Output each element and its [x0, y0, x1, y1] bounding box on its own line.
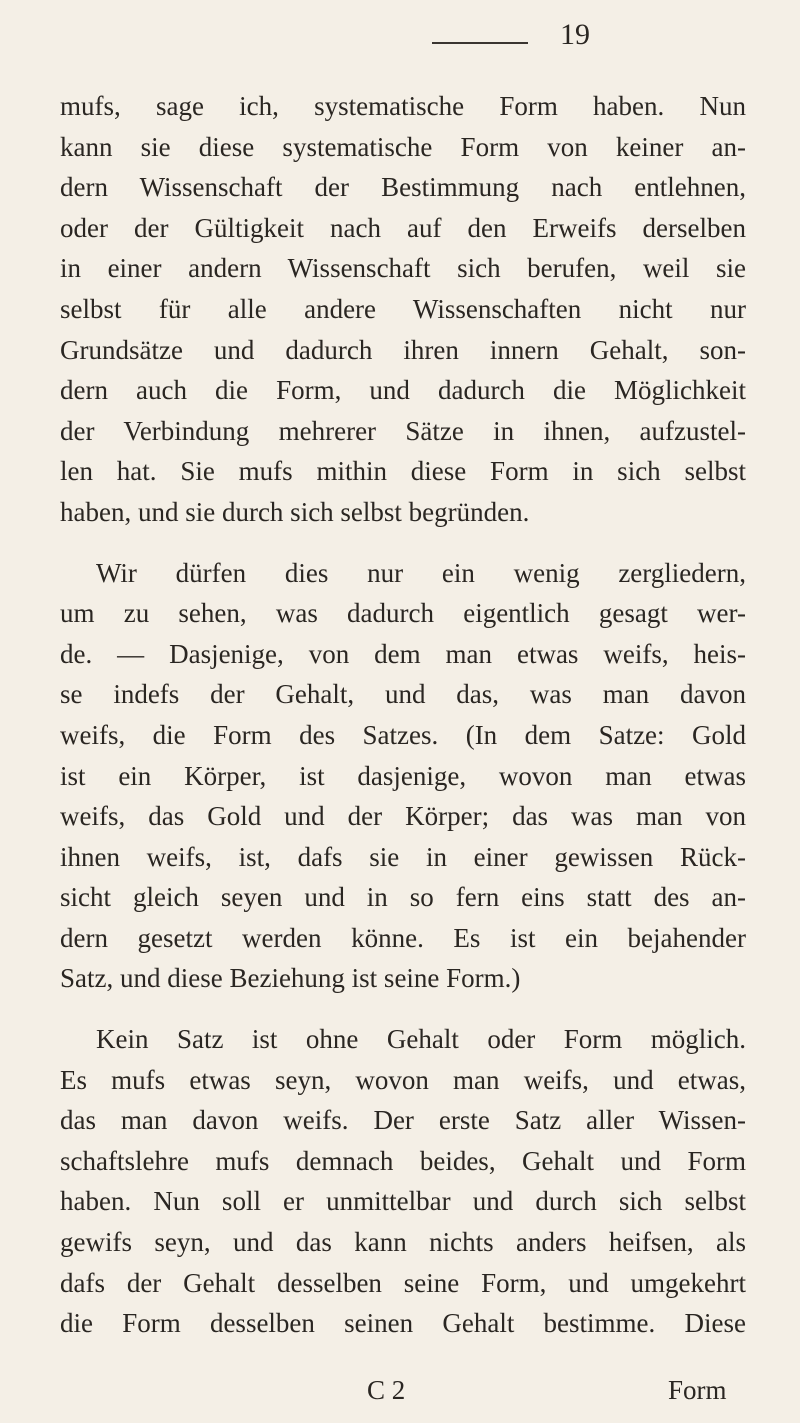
text-line: Grundsätze und dadurch ihren innern Gehalt, son-	[60, 334, 746, 365]
paragraph-gap	[60, 999, 746, 1019]
text-line: die Form desselben seinen Gehalt bestimme. Diese	[60, 1308, 746, 1339]
text-line: weifs, die Form des Satzes. (In dem Satze: Gold	[60, 719, 746, 750]
text-line: haben, und sie durch sich selbst begründen.	[60, 496, 530, 527]
text-line: sicht gleich seyen und in so fern eins statt des an-	[60, 882, 746, 913]
text-line: ist ein Körper, ist dasjenige, wovon man etwas	[60, 760, 746, 791]
text-line: Kein Satz ist ohne Gehalt oder Form möglich.	[96, 1024, 746, 1055]
text-line: weifs, das Gold und der Körper; das was man von	[60, 801, 746, 832]
text-line: Wir dürfen dies nur ein wenig zergliedern,	[96, 557, 746, 588]
text-line: de. — Dasjenige, von dem man etwas weifs, heis-	[60, 638, 746, 669]
text-line: schaftslehre mufs demnach beides, Gehalt und Form	[60, 1145, 746, 1176]
catchword: Form	[668, 1375, 727, 1405]
text-line: haben. Nun soll er unmittelbar und durch sich selbst	[60, 1186, 746, 1217]
header-rule	[432, 42, 528, 44]
paragraph-gap	[60, 533, 746, 553]
text-line: dern gesetzt werden könne. Es ist ein bejahender	[60, 922, 746, 953]
paragraph-3	[60, 1019, 746, 1344]
text-line: der Verbindung mehrerer Sätze in ihnen, aufzustel-	[60, 415, 746, 446]
text-line: len hat. Sie mufs mithin diese Form in sich selbst	[60, 456, 746, 487]
text-line: kann sie diese systematische Form von keiner an-	[60, 131, 746, 162]
text-line: selbst für alle andere Wissenschaften nicht nur	[60, 293, 746, 324]
text-line: ihnen weifs, ist, dafs sie in einer gewissen Rück-	[60, 841, 746, 872]
text-line: in einer andern Wissenschaft sich berufen, weil sie	[60, 253, 746, 284]
text-line: Es mufs etwas seyn, wovon man weifs, und etwas,	[60, 1064, 746, 1095]
text-line: mufs, sage ich, systematische Form haben. Nun	[60, 91, 746, 121]
text-line: gewifs seyn, und das kann nichts anders heifsen, als	[60, 1227, 746, 1258]
text-line: oder der Gültigkeit nach auf den Erweifs derselben	[60, 212, 746, 243]
body-text	[60, 86, 746, 1344]
text-line: dafs der Gehalt desselben seine Form, und umgekehrt	[60, 1267, 746, 1298]
text-line: das man davon weifs. Der erste Satz aller Wissen-	[60, 1105, 746, 1136]
text-line: dern Wissenschaft der Bestimmung nach entlehnen,	[60, 172, 746, 203]
signature-mark: C 2	[367, 1375, 406, 1405]
paragraph-2	[60, 553, 746, 1000]
text-line: um zu sehen, was dadurch eigentlich gesagt wer-	[60, 598, 746, 629]
paragraph-1	[60, 86, 746, 533]
page-number: 19	[560, 18, 590, 51]
text-line: dern auch die Form, und dadurch die Möglichkeit	[60, 375, 746, 406]
text-line: se indefs der Gehalt, und das, was man davon	[60, 679, 746, 710]
text-line: Satz, und diese Beziehung ist seine Form.)	[60, 963, 521, 994]
